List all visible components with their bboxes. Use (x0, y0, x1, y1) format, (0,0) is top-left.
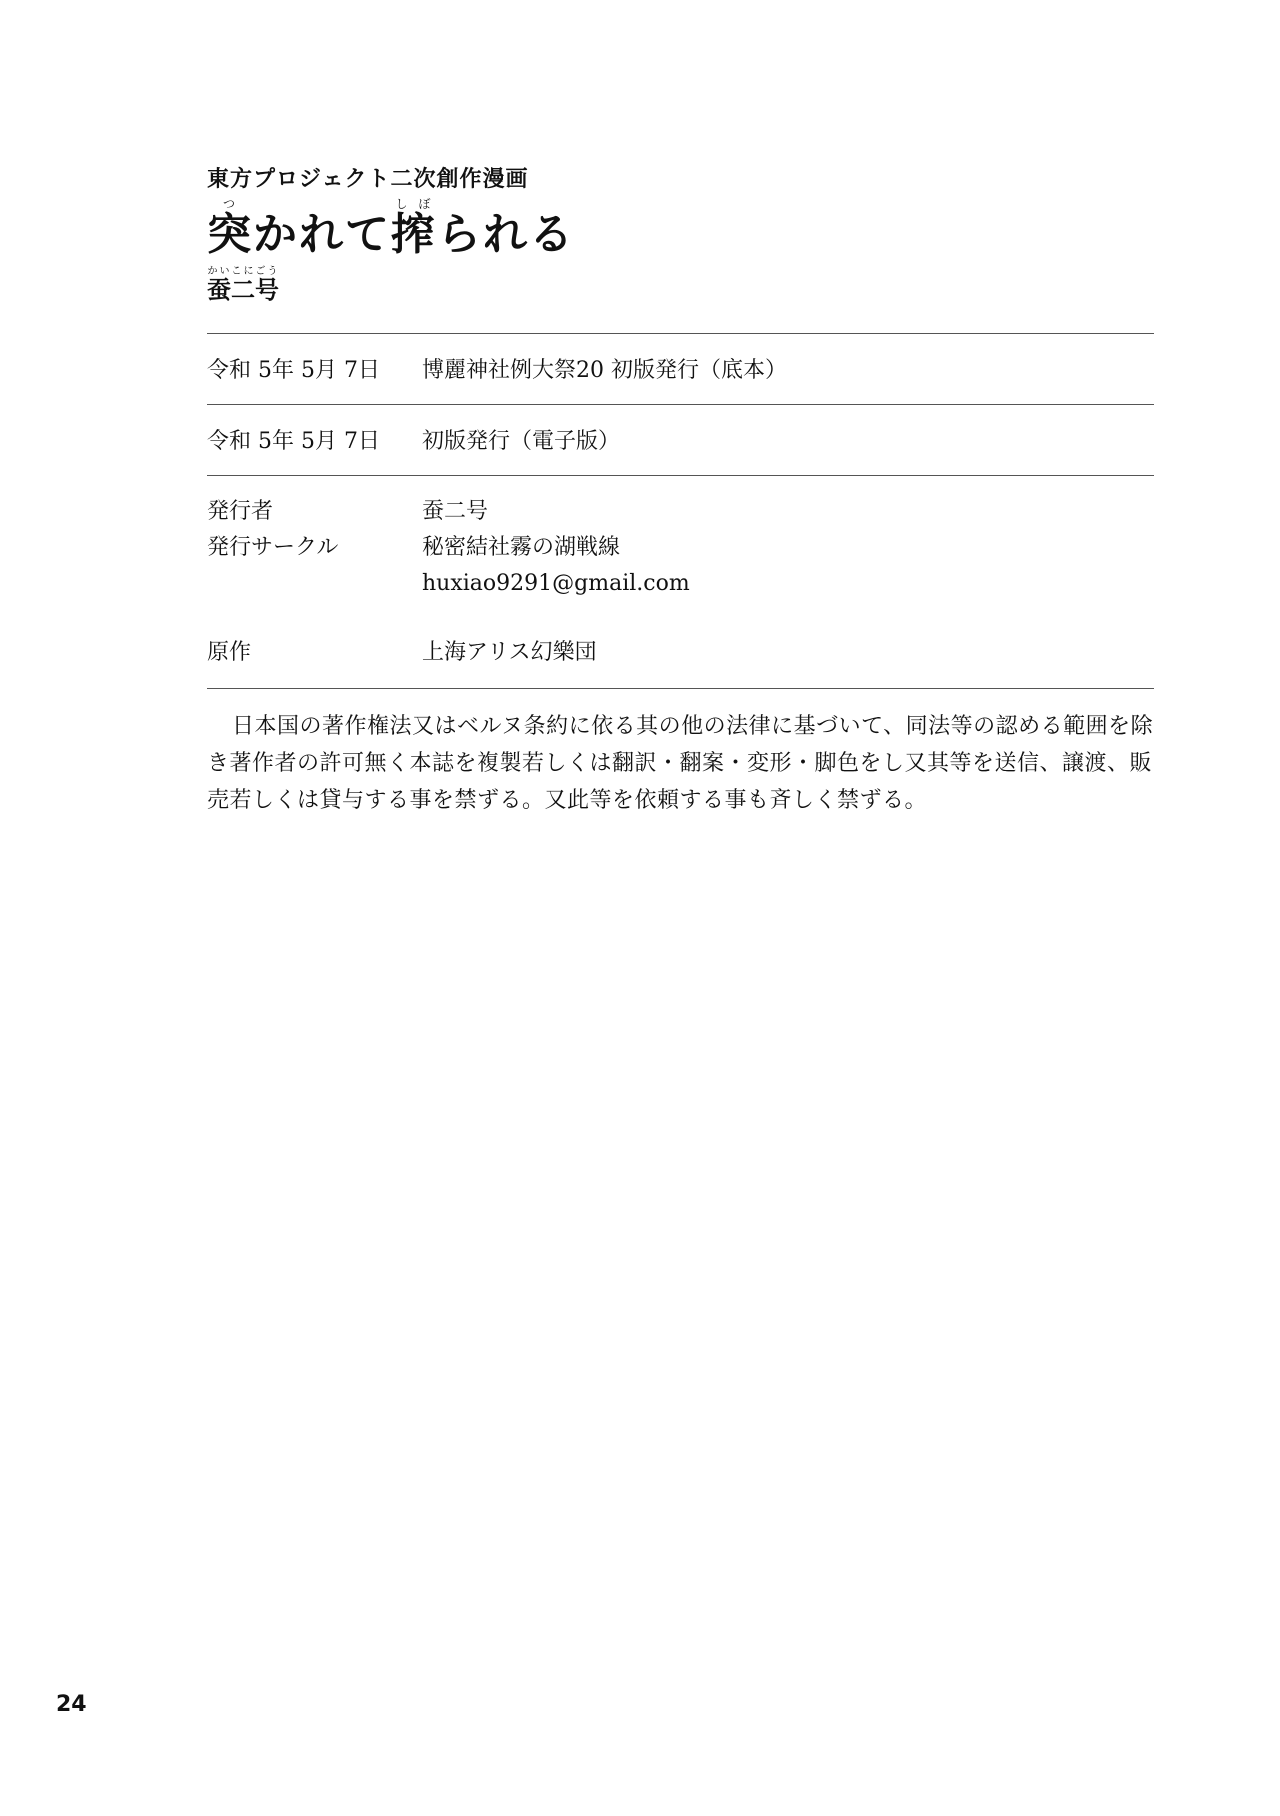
edition-text: 博麗神社例大祭20 初版発行（底本） (422, 358, 787, 383)
title-char-1: 突 (207, 209, 253, 260)
title-kana-1: かれて (253, 209, 391, 260)
author-name (207, 266, 1157, 305)
work-title (207, 197, 1157, 262)
title-ruby-1: つ (207, 197, 253, 211)
copyright-notice: 日本国の著作権法又はベルヌ条約に依る其の他の法律に基づいて、同法等の認める範囲を除き著作者の許可無く本誌を複製若しくは翻訳・翻案・変形・脚色をし又其等を送信、譲渡、販売若しくは貸与する事を禁ずる。又此等を依頼する事も斉しく禁ずる。 (207, 714, 1154, 813)
title-char-2: 搾 (391, 209, 437, 260)
series-title: 東方プロジェクト二次創作漫画 (207, 167, 529, 192)
edition-text: 初版発行（電子版） (422, 429, 621, 454)
author-name-text: 蚕二号 (207, 276, 279, 304)
circle-value: 秘密結社霧の湖戦線 (422, 535, 621, 560)
divider-top (207, 333, 1154, 334)
divider-credits (207, 475, 1154, 476)
edition-date: 令和 5年 5月 7日 (207, 429, 380, 454)
publisher-value: 蚕二号 (422, 499, 489, 524)
page-number: 24 (56, 1692, 87, 1717)
publisher-label: 発行者 (207, 499, 274, 524)
title-kanji-tsu (207, 197, 253, 260)
divider-editions (207, 404, 1154, 405)
title-ruby-2: しぼ (391, 197, 437, 211)
divider-bottom (207, 688, 1154, 689)
title-kana-2: られる (437, 209, 575, 260)
circle-label: 発行サークル (207, 535, 339, 560)
colophon-header (207, 165, 1157, 305)
title-kanji-shibo (391, 197, 437, 260)
edition-row-print (207, 356, 1157, 386)
contact-email: huxiao9291@gmail.com (422, 571, 690, 596)
edition-date: 令和 5年 5月 7日 (207, 358, 380, 383)
edition-row-digital (207, 427, 1157, 457)
author-name-ruby: かいこにごう (207, 266, 279, 277)
original-value: 上海アリス幻樂団 (422, 640, 597, 665)
original-label: 原作 (207, 640, 252, 665)
